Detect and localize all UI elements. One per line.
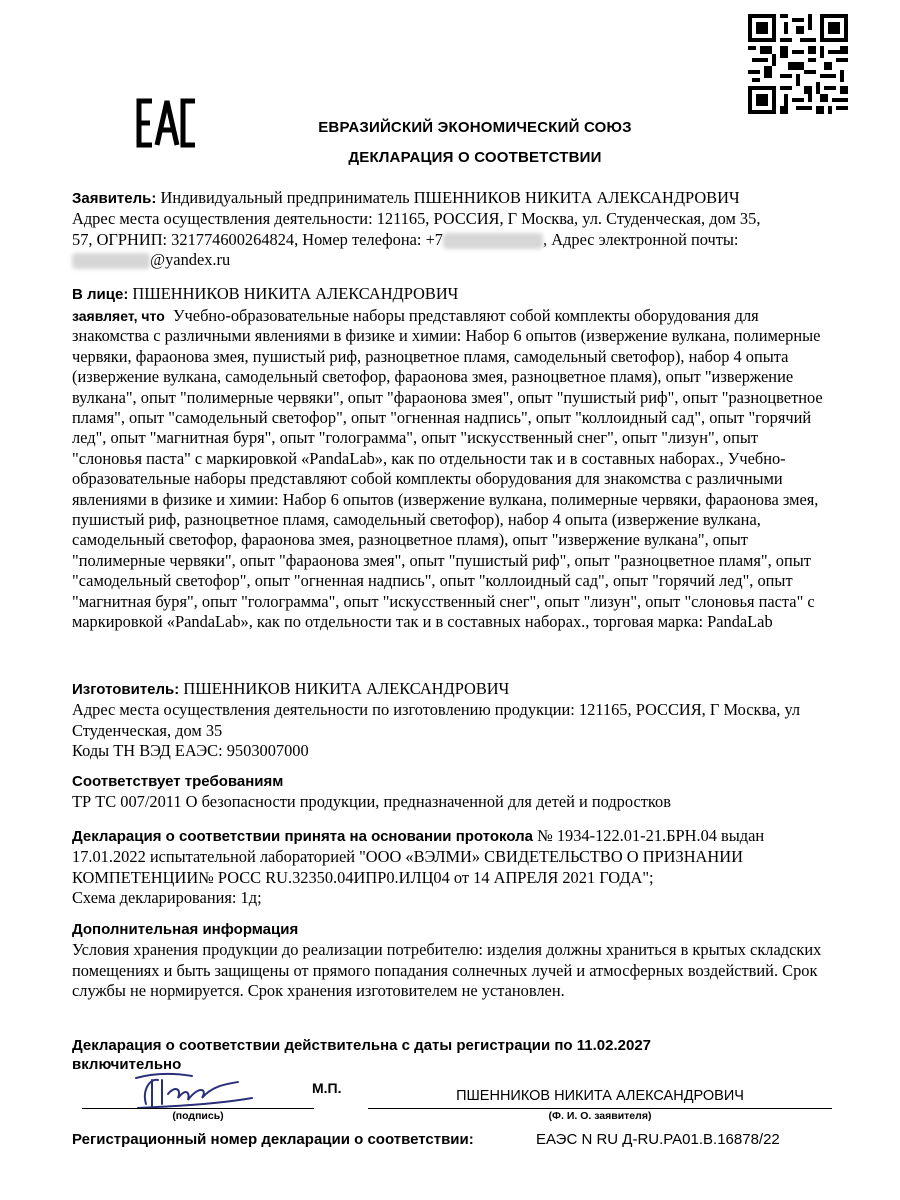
registration-label: Регистрационный номер декларации о соответствии: bbox=[72, 1131, 474, 1148]
basis-section bbox=[72, 826, 832, 909]
compliance-text: ТР ТС 007/2011 О безопасности продукции, предназначенной для детей и подростков bbox=[72, 792, 671, 812]
applicant-email bbox=[72, 250, 832, 270]
additional-text: Условия хранения продукции до реализации потребителю: изделия должны храниться в крытых складских помещениях и быть защищены от прямого попадания солнечных лучей и атмосферных воздействий. Срок службы не нормируется. Срок хранения изготовителем не установлен. bbox=[72, 940, 822, 1001]
basis-text: № 1934-122.01-21.БРН.04 выдан 17.01.2022 испытательной лабораторией "ООО «ВЭЛМИ» СВИДЕТЕЛЬСТВО О ПРИЗНАНИИ КОМПЕТЕНЦИИ№ РОСС RU.32350.04ИПР0.ИЛЦ04 от 14 АПРЕЛЯ 2021 ГОДА"; bbox=[72, 826, 765, 887]
applicant-section bbox=[72, 188, 832, 271]
person-name: ПШЕННИКОВ НИКИТА АЛЕКСАНДРОВИЧ bbox=[132, 284, 459, 303]
signature-line bbox=[82, 1108, 314, 1109]
declares-section bbox=[72, 306, 832, 633]
email-label: , Адрес электронной почты: bbox=[543, 229, 739, 249]
redacted-phone bbox=[443, 233, 543, 249]
ogrnip-phone: 57, ОГРНИП: 321774600264824, Номер телефона: +7 bbox=[72, 229, 444, 249]
validity-text: Декларация о соответствии действительна с даты регистрации по 11.02.2027 включительно bbox=[72, 1037, 652, 1073]
declares-label: заявляет, что bbox=[72, 308, 165, 324]
additional-section bbox=[72, 920, 832, 1002]
handwritten-signature bbox=[128, 1068, 258, 1112]
person-line bbox=[72, 284, 832, 305]
basis-label: Декларация о соответствии принята на основании протокола bbox=[72, 828, 533, 845]
applicant-address: Адрес места осуществления деятельности: 121165, РОССИЯ, Г Москва, ул. Студенческая, дом 35, bbox=[72, 209, 761, 229]
name-caption: (Ф. И. О. заявителя) bbox=[548, 1110, 652, 1122]
scheme-text: Схема декларирования: 1д; bbox=[72, 888, 262, 908]
document-title: ДЕКЛАРАЦИЯ О СООТВЕТСТВИИ bbox=[348, 149, 602, 166]
email-domain: @yandex.ru bbox=[150, 250, 231, 270]
manufacturer-address: Адрес места осуществления деятельности по изготовлению продукции: 121165, РОССИЯ, Г Москва, ул Студенческая, дом 35 bbox=[72, 700, 801, 740]
person-label: В лице: bbox=[72, 286, 129, 303]
signer-name: ПШЕННИКОВ НИКИТА АЛЕКСАНДРОВИЧ bbox=[456, 1088, 744, 1104]
compliance-label: Соответствует требованиям bbox=[72, 773, 284, 790]
signature-caption: (подпись) bbox=[172, 1110, 224, 1122]
applicant-label: Заявитель: bbox=[72, 190, 157, 207]
manufacturer-name: ПШЕННИКОВ НИКИТА АЛЕКСАНДРОВИЧ bbox=[183, 679, 510, 698]
additional-label: Дополнительная информация bbox=[72, 921, 299, 938]
redacted-email bbox=[72, 253, 150, 269]
compliance-section bbox=[72, 772, 832, 813]
name-line bbox=[368, 1108, 832, 1109]
registration-number: ЕАЭС N RU Д-RU.PA01.B.16878/22 bbox=[536, 1131, 780, 1148]
applicant-ids bbox=[72, 230, 832, 250]
qr-code bbox=[748, 14, 848, 114]
manufacturer-section bbox=[72, 679, 832, 762]
manufacturer-label: Изготовитель: bbox=[72, 681, 180, 698]
stamp-place: М.П. bbox=[312, 1080, 342, 1096]
applicant-line bbox=[72, 188, 832, 209]
union-title: ЕВРАЗИЙСКИЙ ЭКОНОМИЧЕСКИЙ СОЮЗ bbox=[318, 119, 632, 136]
eac-logo bbox=[136, 98, 198, 148]
declares-text: Учебно-образовательные наборы представляют собой комплекты оборудования для знакомства с различными явлениями в физике и химии: Набор 6 опытов (извержение вулкана, полимерные червяки, фараонова змея, пушистый риф, разноцветное пламя, самодельный светофор), набор 4 опыта (извержение вулкана, самодельный светофор, фараонова змея, разноцветное пламя), опыт "извержение вулкана", опыт "полимерные червяки", опыт "фараонова змея", опыт "пушистый риф", опыт "разноцветное пламя", опыт "самодельный светофор", опыт "огненная надпись", опыт "коллоидный сад", опыт "горячий лед", опыт "магнитная буря", опыт "голограмма", опыт "искусственный снег", опыт "лизун", опыт "слоновья паста" с маркировкой «PandaLab», как по отдельности так и в составных наборах., Учебно-образовательные наборы представляют собой комплекты оборудования для знакомства с различными явлениями в физике и химии: Набор 6 опытов (извержение вулкана, полимерные червяки, фараонова змея, пушистый риф, разноцветное пламя, самодельный светофор), набор 4 опыта (извержение вулкана, самодельный светофор, фараонова змея, разноцветное пламя), опыт "извержение вулкана", опыт "полимерные червяки", опыт "фараонова змея", опыт "пушистый риф", опыт "разноцветное пламя", опыт "самодельный светофор", опыт "огненная надпись", опыт "коллоидный сад", опыт "горячий лед", опыт "магнитная буря", опыт "голограмма", опыт "искусственный снег", опыт "лизун", опыт "слоновья паста" с маркировкой «PandaLab», как по отдельности так и в составных наборах., торговая марка: PandaLab bbox=[72, 306, 823, 632]
applicant-text: Индивидуальный предприниматель ПШЕННИКОВ НИКИТА АЛЕКСАНДРОВИЧ bbox=[160, 188, 740, 207]
hs-codes: Коды ТН ВЭД ЕАЭС: 9503007000 bbox=[72, 741, 309, 761]
manufacturer-line bbox=[72, 679, 832, 700]
